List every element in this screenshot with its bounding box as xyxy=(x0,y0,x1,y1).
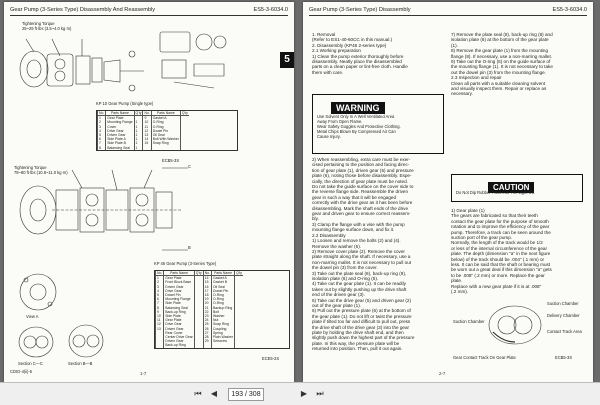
text-line: plate straight along the shaft. If necessary, use a xyxy=(312,254,411,260)
page-number-field[interactable] xyxy=(228,388,264,401)
table-cell: 20 xyxy=(203,301,211,305)
table-cell: Drive Gear xyxy=(106,129,134,133)
text-line: plate. In this way, the pressure plate will be xyxy=(312,340,400,346)
text-line: 1) Clean the pump exterior thoroughly before xyxy=(312,53,404,59)
table-cell: Backup Ring xyxy=(212,306,235,310)
table-cell: Side Plate xyxy=(164,314,195,318)
right-column-2-intro xyxy=(451,32,585,97)
text-line: Clean all parts with a suitable cleaning solvent xyxy=(451,80,545,86)
last-page-icon[interactable]: ⏭ xyxy=(316,389,324,398)
text-line: out the dowel pin (3) from the mounting flange. xyxy=(451,69,546,75)
table-cell xyxy=(235,343,243,347)
table-cell: Coupling xyxy=(212,327,235,331)
left-header-rule xyxy=(10,15,288,16)
figure2-caption: KP 46 Gear Pump (3-Series Type) xyxy=(154,261,217,266)
text-line: 1) Gear plate (1) xyxy=(451,208,485,213)
kp10-exploded-parts xyxy=(154,24,234,94)
table-cell: 17 xyxy=(203,289,211,293)
label-suction-chamber-2: Suction Chamber xyxy=(453,319,485,324)
text-line: disassembling. Mark the shaft ends of the drive xyxy=(312,205,409,211)
table-header-cell: No. xyxy=(99,111,105,115)
text-line: 8) Remove the gear plate (1) from the mounting xyxy=(451,48,549,54)
text-line: parts on a clean paper or lint-free cloth. Handle xyxy=(312,64,408,70)
table-cell: 9 xyxy=(156,310,164,314)
text-line: and visually inspect them. Repair or replace as xyxy=(451,86,547,92)
table-cell: 8 xyxy=(98,146,106,150)
table-cell: 6 xyxy=(98,137,106,141)
page-number-value: 193 / 308 xyxy=(231,391,261,398)
text-line: 2) When reassembling, extra care must be exer- xyxy=(312,157,411,162)
table-cell: Gasket A xyxy=(151,116,180,121)
section-tab: 5 xyxy=(280,52,294,68)
table-cell: Nut xyxy=(212,318,235,322)
text-line: 2. Disassembly (KP46 2-series type) xyxy=(312,42,387,48)
text-line: Replace with a new gear plate if it is at .008" xyxy=(451,283,542,289)
left-code-bottom: CDIO-4(ii)-5 xyxy=(10,369,33,374)
warning-line: Cause Injury. xyxy=(317,133,341,139)
table-cell: 1 xyxy=(134,120,143,124)
table-cell xyxy=(194,343,203,347)
table-header-cell: Q'ty xyxy=(236,271,242,275)
caution-label: CAUTION xyxy=(488,182,534,193)
text-line: them with care. xyxy=(312,69,344,75)
page-navigation-bar xyxy=(0,382,600,405)
fig-code-2: ECE5-2S xyxy=(262,356,280,361)
table-row xyxy=(98,146,189,150)
torque-mid-label: Tightening Torque xyxy=(14,165,47,170)
right-column-2-body xyxy=(451,208,585,295)
table-cell: 1 xyxy=(134,146,143,150)
text-line: The gears are fabricated so that their teeth xyxy=(451,213,538,219)
text-line: non-marring mallet. It is not necessary to pull out xyxy=(312,259,412,265)
table-cell: 16 xyxy=(203,285,211,289)
table-cell: Oil Seal xyxy=(212,285,235,289)
text-line: (Refer to ES1-40-60CC in this manual.) xyxy=(312,37,393,43)
table-cell: 24 xyxy=(203,318,211,322)
table-cell: Driven Gear xyxy=(164,285,195,289)
table-cell: 5 xyxy=(98,133,106,137)
table-header-cell: No. xyxy=(204,271,211,275)
left-header-code: ES5-3-6034.0 xyxy=(253,7,288,13)
table-cell: 27 xyxy=(203,331,211,335)
warning-box xyxy=(312,94,444,154)
right-column-1-intro xyxy=(312,32,444,75)
text-line: Normally, the length of the track would be 1/2 xyxy=(451,240,543,246)
table-cell: Bolt xyxy=(212,310,235,314)
kp46-pump-drawing xyxy=(12,160,192,270)
gear-contact-figure xyxy=(485,302,545,348)
text-line: disassembly. Neatly place the disassembled xyxy=(312,59,402,65)
label-contact-track: Contact Track Area xyxy=(547,329,582,334)
text-line: to be .008" (.2 mm) or more. Replace the gear xyxy=(451,272,545,278)
table-cell: O-Ring xyxy=(151,125,180,129)
table-cell: 28 xyxy=(203,335,211,339)
table-cell: 12 xyxy=(143,129,151,133)
fig-code-1: ECB5-3S xyxy=(162,158,180,163)
table-cell: 25 xyxy=(203,322,211,326)
table-header-cell: Parts Name xyxy=(212,271,235,276)
left-page-number: 1-7 xyxy=(140,371,147,376)
text-line: plate (6), noting those before disassembly. Espe- xyxy=(312,173,412,179)
text-line: pump. Therefore, a track can be seen around the xyxy=(451,229,551,235)
table-cell: 12 xyxy=(156,322,164,326)
table-cell: 9 xyxy=(143,116,151,121)
text-line: 2.1 Working preparation xyxy=(312,48,361,54)
view-a-label: View A xyxy=(26,314,39,319)
table-header-cell: Parts Name xyxy=(151,111,180,116)
text-line: 1) Loosen and remove the bolts (2) and (4). xyxy=(312,238,401,244)
table-cell: 4 xyxy=(98,129,106,133)
table-cell: 23 xyxy=(203,314,211,318)
text-line: 7) Remove the plate seal (8), back-up ring (8) and xyxy=(451,32,553,37)
text-line: slightly push down the highest part of the pressure xyxy=(312,335,415,341)
table-cell: Balancing Seal xyxy=(106,146,134,150)
table-cell: Center Drive Gear xyxy=(165,335,193,340)
text-line: less. It can be said that the shaft or bearing must xyxy=(451,262,551,268)
table-cell: 1 xyxy=(134,129,143,133)
text-line: suction port of the gear pump. xyxy=(451,235,513,241)
table-cell: Drive Gear xyxy=(164,289,195,293)
table-cell: Gear Plate xyxy=(106,116,134,121)
table-cell: 1 xyxy=(134,125,143,129)
table-cell: Mounting Flange xyxy=(107,120,133,125)
text-line: taken out by slightly pushing up the drive shaft xyxy=(312,286,407,292)
table-cell xyxy=(143,146,151,150)
section-c-label: Section C—C xyxy=(18,361,43,366)
text-line: (1). xyxy=(451,42,458,48)
table-cell xyxy=(156,343,164,347)
table-cell: 1 xyxy=(134,133,143,137)
text-line: or less of the internal circumference of the gear xyxy=(451,245,548,251)
warning-line: Wear Safety Goggles And Protective Clothing. xyxy=(317,123,401,129)
text-line: end of the driven gear (3). xyxy=(312,292,365,298)
table-cell: Back-up Ring xyxy=(164,310,195,314)
text-line: be worn out a great deal if this dimension "a" gets xyxy=(451,267,552,273)
table-cell: 15 xyxy=(143,141,151,145)
table-cell: O-Ring xyxy=(151,120,180,124)
text-line: 3) Clamp the flange with a vise with the pump xyxy=(312,221,405,227)
section-b-drawing xyxy=(66,320,106,362)
first-page-icon[interactable]: ⏮ xyxy=(194,389,202,398)
text-line: out of the gear plate (1). xyxy=(312,302,362,308)
text-line: correctly with the drive gear as it has been before xyxy=(312,200,413,206)
text-line: plate. xyxy=(451,278,463,284)
table-header-cell: Q'ty xyxy=(195,271,202,275)
warning-line: Metal Chips Blown By Compressed Air Can xyxy=(317,128,396,134)
table-cell: Side Plate A xyxy=(106,137,134,141)
table-cell: Cover xyxy=(106,125,134,129)
text-line: cially, the direction of gear plate must be noted. xyxy=(312,178,408,184)
table-cell: 14 xyxy=(143,137,151,141)
right-fig-code: ECB5-3S xyxy=(555,355,573,360)
table-row xyxy=(156,343,244,347)
table-cell: 7 xyxy=(98,141,106,145)
table-cell: 4 xyxy=(156,289,164,293)
table-cell: 3 xyxy=(98,125,106,129)
table-cell: Snap Ring xyxy=(151,141,180,145)
right-page xyxy=(303,2,593,382)
kp46-parts-table xyxy=(154,270,290,349)
text-line: the reverse flange side. Reassemble the driven xyxy=(312,189,409,195)
table-cell: 8 xyxy=(156,306,164,310)
table-cell: 2 xyxy=(156,280,164,284)
text-line: plate. The depth (dimension "a" in the next figure xyxy=(451,251,551,257)
table-cell: Spring xyxy=(212,331,235,335)
table-cell: Snap Ring xyxy=(212,322,235,326)
table-cell: Gear Plate xyxy=(164,276,195,281)
table-cell: 19 xyxy=(203,297,211,301)
kp46-table xyxy=(155,271,243,348)
table-cell: 10 xyxy=(143,120,151,124)
text-line: rotation and to improve the efficiency of the gear xyxy=(451,224,550,230)
text-line: gear and driven gear to ensure correct reassem- xyxy=(312,211,411,217)
warning-label: WARNING xyxy=(331,102,385,114)
table-cell: 11 xyxy=(156,318,164,322)
table-cell: Gasket B xyxy=(212,280,235,284)
text-line: flange (8). If necessary, use a non-marring mallet. xyxy=(451,53,553,59)
torque-mid-value: 78~80 ft·lbs (10.8~11.0 kg·m) xyxy=(14,170,68,175)
table-cell: 15 xyxy=(203,280,211,284)
next-page-icon[interactable]: ▶ xyxy=(300,389,308,398)
text-line: cised pertaining to the position and facing direc- xyxy=(312,162,410,168)
text-line: the drive shaft of the drive gear (3) into the gear xyxy=(312,324,410,330)
caution-box xyxy=(451,174,583,202)
table-cell: Dowel Pin xyxy=(164,293,195,297)
table-cell: 13 xyxy=(143,133,151,137)
table-cell: 10 xyxy=(156,314,164,318)
table-cell: Side Plate B xyxy=(106,141,134,145)
text-line: 9) Take out the O-ring (5) on the guide surface of xyxy=(451,59,551,65)
label-c: C xyxy=(188,164,191,169)
text-line: 6) Pull out the pressure plate (6) at the bottom of xyxy=(312,308,411,314)
right-column-1-body xyxy=(312,157,444,352)
table-cell: Drive Gear xyxy=(164,322,195,326)
table-header-cell: Q'ty xyxy=(135,111,142,115)
table-header-cell: Parts Name xyxy=(164,271,195,276)
kp10-parts-table xyxy=(96,110,238,151)
text-line: plate by holding the drive shaft end, and then xyxy=(312,330,404,335)
table-cell: O-Ring xyxy=(212,297,235,301)
right-header-title: Gear Pump (3-Series Type) Disassembly xyxy=(309,7,411,13)
label-delivery-chamber: Delivery Chamber xyxy=(547,313,580,318)
text-line: contact the gear plate for the purpose of smooth xyxy=(451,218,549,224)
table-cell: Back-up Ring xyxy=(164,343,195,347)
table-cell: 3 xyxy=(156,285,164,289)
text-line: mounting flange surface down, and fix it. xyxy=(312,227,395,233)
table-header-cell: No. xyxy=(144,111,150,115)
table-cell: 6 xyxy=(156,297,164,301)
table-cell: 1 xyxy=(134,141,143,145)
text-line: the dowel pin (3) from the cover. xyxy=(312,265,378,271)
text-line: 2.2 Disassembly xyxy=(312,232,346,238)
text-line: the mounting flange (1). It is not necessary to take xyxy=(451,64,553,70)
table-cell: Bolt With Washer xyxy=(152,137,179,142)
gear-contact-caption: Gear Contact Track On Gear Plate xyxy=(453,355,516,360)
text-line: 2) Remove cover plate (2). Remove the cover xyxy=(312,248,405,254)
text-line: tion of gear plate (1), driven gear (5) and pressure xyxy=(312,167,414,173)
text-line: necessary. xyxy=(451,91,473,97)
table-cell: 2 xyxy=(98,120,106,124)
table-cell xyxy=(151,146,180,150)
table-cell: O-Ring xyxy=(212,301,235,305)
prev-page-icon[interactable]: ◀ xyxy=(210,389,218,398)
text-line: returned into position. Then, pull it out again. xyxy=(312,346,403,352)
table-cell: Plain Washer xyxy=(213,335,234,340)
table-cell: Driven Gear xyxy=(106,133,134,137)
table-cell: Front Block Base xyxy=(164,280,195,284)
table-cell: Side Plate xyxy=(164,301,195,305)
table-cell: Driven Gear xyxy=(164,339,195,343)
table-cell xyxy=(180,146,188,150)
table-cell xyxy=(212,343,235,347)
table-cell: Dowel Pin xyxy=(212,289,235,293)
text-line: 1. Removal xyxy=(312,32,336,37)
kp10-table xyxy=(97,111,189,150)
label-suction-chamber-1: Suction Chamber xyxy=(547,301,579,306)
table-cell: Mounting Flange xyxy=(164,297,195,301)
table-cell: 18 xyxy=(203,293,211,297)
table-cell: Driven Gear xyxy=(164,327,195,331)
table-cell: Gear Plate xyxy=(164,318,195,322)
left-header-title: Gear Pump (3-Series Type) Disassembly And Reassembly xyxy=(10,7,156,13)
text-line: isolation plate (6) at the bottom of the gear plate xyxy=(451,37,549,43)
right-page-number: 2-7 xyxy=(439,371,446,376)
label-b: B xyxy=(188,245,191,250)
table-cell: 1 xyxy=(156,276,164,281)
text-line: 5) Take out the drive gear (5) and driven gear (2) xyxy=(312,297,411,303)
table-cell: 26 xyxy=(203,327,211,331)
table-cell: Setscrew xyxy=(212,339,235,343)
text-line: isolation plate (6) and O-ring (5). xyxy=(312,275,379,281)
warning-text xyxy=(317,115,441,140)
view-a-drawing xyxy=(16,270,60,314)
table-header-cell: No. xyxy=(157,271,163,275)
table-cell: 1 xyxy=(98,116,106,121)
table-cell: Oil Seal xyxy=(151,133,180,137)
kp10-pump-drawing xyxy=(12,34,152,104)
text-line: plate if tilted too far and difficult to pull out, press xyxy=(312,319,411,325)
table-cell: Rear Cover xyxy=(164,331,195,335)
text-line: 2.3 Inspection and repair xyxy=(451,75,502,81)
warning-line: Use Solvent Only In A Well Ventilated Area xyxy=(317,114,395,119)
torque-top-label: Tightening Torque xyxy=(22,21,55,26)
caution-text: Do Not Dip Rubber Parts Into The Light Oil. xyxy=(456,190,535,195)
table-header-cell: Parts Name xyxy=(106,111,134,116)
table-cell: 5 xyxy=(156,293,164,297)
figure1-caption: KP 10 Gear Pump (Single type) xyxy=(96,101,154,106)
table-cell: Dowel Pin xyxy=(151,129,180,133)
text-line: (.2 mm). xyxy=(451,289,469,295)
warning-line: Away From Open Flame. xyxy=(317,118,363,124)
text-line: Remove the washer (5). xyxy=(312,243,362,249)
text-line: below) of the track should be .004" (.1 mm) or xyxy=(451,256,545,262)
table-cell xyxy=(203,343,211,347)
left-page xyxy=(4,2,294,382)
table-header-cell: Q'ty xyxy=(181,111,188,115)
table-cell: Balancing Seal xyxy=(164,306,195,310)
table-cell: 7 xyxy=(156,301,164,305)
torque-top-value: 25~29 ft·lbs (3.5~4.0 kg·m) xyxy=(22,26,72,31)
table-cell: 21 xyxy=(203,306,211,310)
table-cell: 1 xyxy=(134,137,143,141)
table-cell: 22 xyxy=(203,310,211,314)
table-cell: 29 xyxy=(203,339,211,343)
table-cell: O-Ring xyxy=(212,293,235,297)
text-line: gear in such a way that it will be engaged xyxy=(312,194,397,200)
text-line: 4) Take out the gear plate (1). It can be readily xyxy=(312,281,406,287)
text-line: 3) Take out the plate seal (8), back-up ring (9), xyxy=(312,270,407,276)
table-cell: 13 xyxy=(156,327,164,331)
right-header-rule xyxy=(309,15,587,16)
text-line: Do not take the guide surface on the cover side to xyxy=(312,184,414,190)
table-cell: Washer xyxy=(212,314,235,318)
text-line: bly. xyxy=(312,216,319,222)
section-b-label: Section B—B xyxy=(68,361,93,366)
table-cell: 11 xyxy=(143,125,151,129)
table-cell: 14 xyxy=(203,276,211,281)
right-header-code: ES5-3-6034.0 xyxy=(552,7,587,13)
section-c-drawing xyxy=(16,322,56,362)
table-cell: Gasket A xyxy=(212,276,235,281)
text-line: the gear plate (1). Do not lift or twist the pressure xyxy=(312,313,412,319)
